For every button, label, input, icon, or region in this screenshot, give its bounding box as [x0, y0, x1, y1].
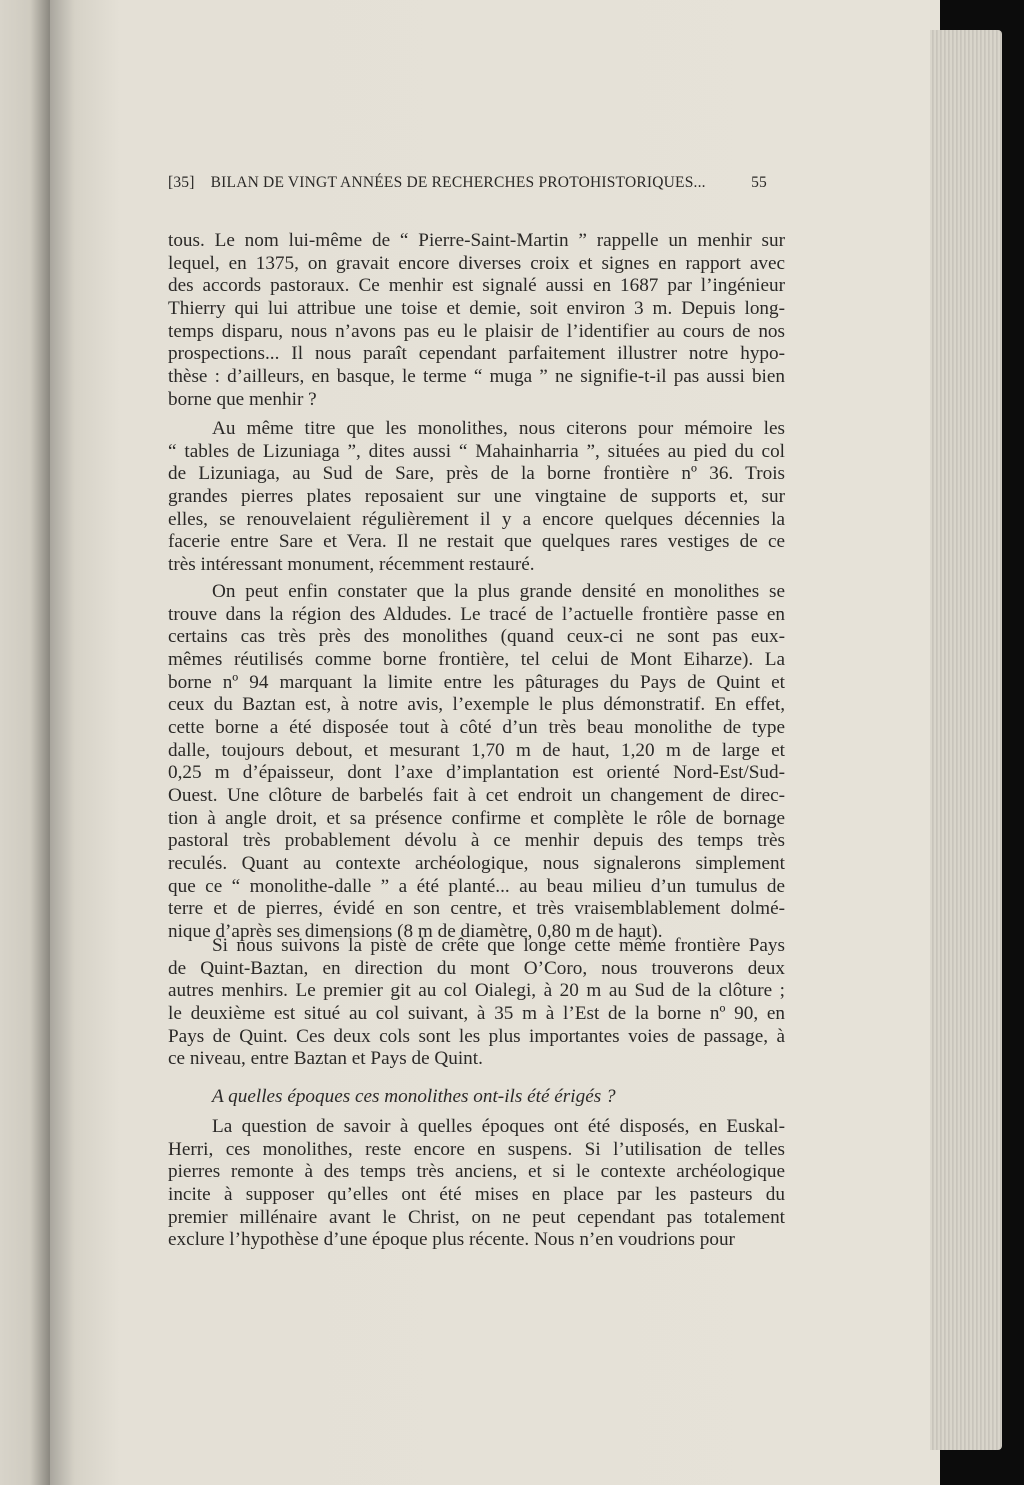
- text-line: Si nous suivons la piste de crête que longe cette même frontière Pays: [212, 935, 785, 956]
- text-line: tion à angle droit, et sa présence confirme et complète le rôle de bornage: [168, 807, 785, 829]
- text-line: dalle, toujours debout, et mesurant 1,70 m de haut, 1,20 m de large et: [168, 739, 785, 761]
- text-line: temps disparu, nous n’avons pas eu le plaisir de l’identifier au cours de nos: [168, 320, 785, 342]
- text-line: cette borne a été disposée tout à côté d’un très beau monolithe de type: [168, 716, 785, 738]
- text-line: mêmes réutilisés comme borne frontière, tel celui de Mont Eiharze). La: [168, 648, 785, 670]
- text-line: Thierry qui lui attribue une toise et demie, soit environ 3 m. Depuis long-: [168, 297, 785, 319]
- text-line: de Quint-Baztan, en direction du mont O’Coro, nous trouverons deux: [168, 957, 785, 979]
- text-line: On peut enfin constater que la plus grande densité en monolithes se: [212, 581, 785, 602]
- text-line: “ tables de Lizuniaga ”, dites aussi “ Mahainharria ”, situées au pied du col: [168, 440, 785, 462]
- page-number: 55: [751, 174, 767, 191]
- text-line: Au même titre que les monolithes, nous citerons pour mémoire les: [212, 418, 785, 439]
- text-line: de Lizuniaga, au Sud de Sare, près de la borne frontière nº 36. Trois: [168, 463, 785, 485]
- text-line: ce niveau, entre Baztan et Pays de Quint.: [168, 1048, 483, 1070]
- paragraph: [168, 581, 785, 944]
- text-line: très intéressant monument, récemment restauré.: [168, 553, 535, 575]
- paragraph: [168, 935, 785, 1071]
- section-number: [35]: [168, 174, 195, 191]
- paragraph: [168, 1116, 785, 1252]
- text-line: pastoral très probablement dévolu à ce menhir depuis des temps très: [168, 830, 785, 852]
- text-line: grandes pierres plates reposaient sur une vingtaine de supports et, sur: [168, 485, 785, 507]
- paragraph: [168, 230, 785, 411]
- text-line: le deuxième est situé au col suivant, à 35 m à l’Est de la borne nº 90, en: [168, 1002, 785, 1024]
- text-line: trouve dans la région des Aldudes. Le tracé de l’actuelle frontière passe en: [168, 603, 785, 625]
- running-title: BILAN DE VINGT ANNÉES DE RECHERCHES PROTOHISTORIQUES...: [210, 174, 706, 191]
- text-line: autres menhirs. Le premier git au col Oialegi, à 20 m au Sud de la clôture ;: [168, 980, 785, 1002]
- section-heading-text: A quelles époques ces monolithes ont-ils été érigés ?: [212, 1086, 616, 1107]
- text-line: pierres remonte à des temps très anciens, et si le contexte archéologique: [168, 1161, 785, 1183]
- section-heading: [168, 1086, 785, 1109]
- text-line: exclure l’hypothèse d’une époque plus récente. Nous n’en voudrions pour: [168, 1229, 735, 1251]
- text-line: borne nº 94 marquant la limite entre les pâturages du Pays de Quint et: [168, 671, 785, 693]
- text-line: elles, se renouvelaient régulièrement il y a encore quelques décennies la: [168, 508, 785, 530]
- text-line: borne que menhir ?: [168, 388, 317, 410]
- text-line: Herri, ces monolithes, reste encore en suspens. Si l’utilisation de telles: [168, 1138, 785, 1160]
- text-line: prospections... Il nous paraît cependant parfaitement illustrer notre hypo-: [168, 343, 785, 365]
- text-line: facerie entre Sare et Vera. Il ne restait que quelques rares vestiges de ce: [168, 531, 785, 553]
- text-line: lequel, en 1375, on gravait encore diverses croix et signes en rapport avec: [168, 252, 785, 274]
- text-line: thèse : d’ailleurs, en basque, le terme “ muga ” ne signifie-t-il pas aussi bien: [168, 365, 785, 387]
- text-line: Pays de Quint. Ces deux cols sont les plus importantes voies de passage, à: [168, 1025, 785, 1047]
- text-line: Ouest. Une clôture de barbelés fait à cet endroit un changement de direc-: [168, 784, 785, 806]
- text-line: reculés. Quant au contexte archéologique, nous signalerons simplement: [168, 852, 785, 874]
- previous-page-edge: [0, 0, 50, 1485]
- text-line: 0,25 m d’épaisseur, dont l’axe d’implantation est orienté Nord-Est/Sud-: [168, 762, 785, 784]
- text-line: ceux du Baztan est, à notre avis, l’exemple le plus démonstratif. En effet,: [168, 694, 785, 716]
- text-line: incite à supposer qu’elles ont été mises en place par les pasteurs du: [168, 1183, 785, 1205]
- text-line: des accords pastoraux. Ce menhir est signalé aussi en 1687 par l’ingénieur: [168, 275, 785, 297]
- paragraph: [168, 418, 785, 577]
- running-header: [168, 174, 785, 192]
- text-line: tous. Le nom lui-même de “ Pierre-Saint-Martin ” rappelle un menhir sur: [168, 230, 785, 251]
- text-line: que ce “ monolithe-dalle ” a été planté... au beau milieu d’un tumulus de: [168, 875, 785, 897]
- page-stack-edge: [930, 30, 1002, 1450]
- text-line: La question de savoir à quelles époques ont été disposés, en Euskal-: [212, 1116, 785, 1137]
- text-line: terre et de pierres, évidé en son centre, et très vraisemblablement dolmé-: [168, 898, 785, 920]
- text-line: premier millénaire avant le Christ, on ne peut cependant pas totalement: [168, 1206, 785, 1228]
- text-line: nique d’après ses dimensions (8 m de diamètre, 0,80 m de haut).: [168, 920, 663, 942]
- text-line: certains cas très près des monolithes (quand ceux-ci ne sont pas eux-: [168, 626, 785, 648]
